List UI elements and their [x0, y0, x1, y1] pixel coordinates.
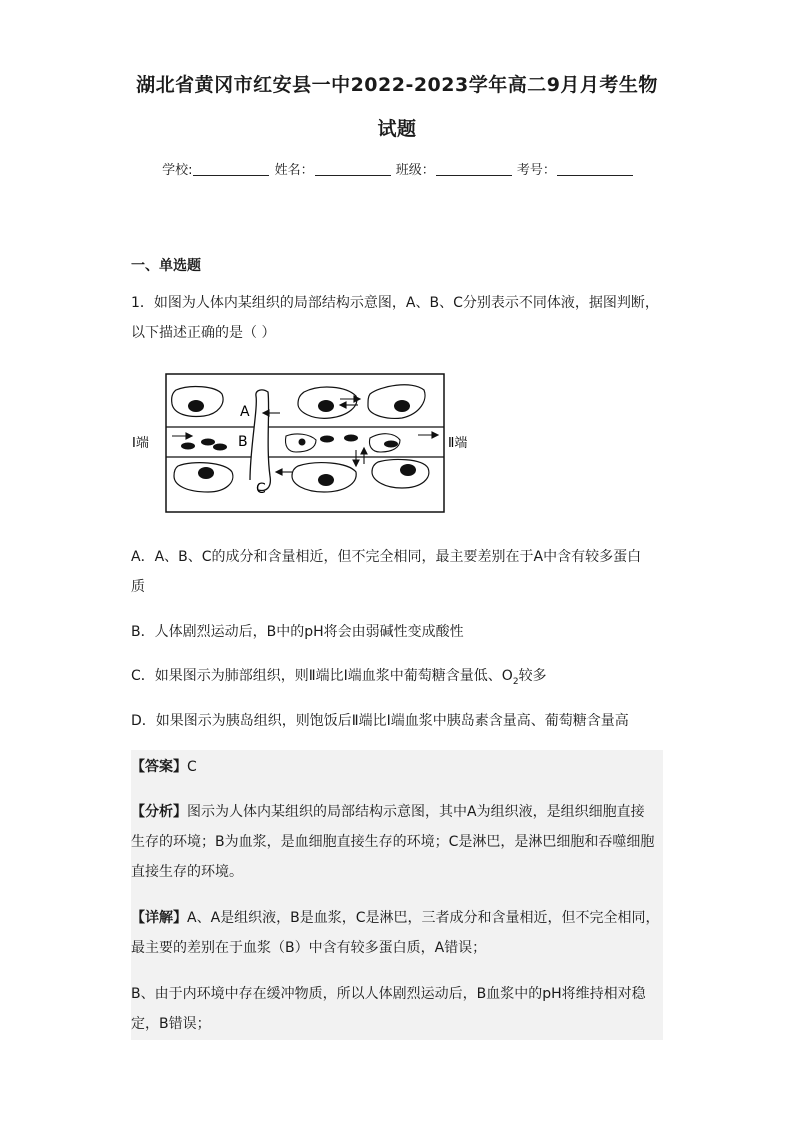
detail-line2: 最主要的差别在于血浆（B）中含有较多蛋白质，A错误； [131, 940, 487, 956]
cell-nucleus [394, 400, 410, 412]
tissue-cell [372, 460, 429, 488]
analysis-line2: 生存的环境；B为血浆，是血细胞直接生存的环境；C是淋巴，是淋巴细胞和吞噬细胞 [131, 834, 655, 850]
detail-text: A、A是组织液，B是血浆，C是淋巴，三者成分和含量相近，但不完全相同， [187, 910, 660, 926]
arrow-head-icon [354, 396, 360, 402]
option-c [131, 662, 663, 696]
tissue-diagram [130, 368, 490, 518]
right-end-label: Ⅱ端 [448, 436, 468, 451]
cell-nucleus [318, 400, 334, 412]
page-title: 湖北省黄冈市红安县一中2022-2023学年高二9月月考生物 [136, 74, 658, 96]
cell-nucleus [188, 400, 204, 412]
arrow-head-icon [432, 432, 438, 438]
blood-cell [384, 441, 398, 448]
arrow-head-icon [353, 460, 359, 466]
number-label: 考号： [516, 163, 556, 178]
answer-line [131, 753, 663, 781]
option-a-line2: 质 [131, 579, 145, 595]
arrow-head-icon [340, 402, 346, 408]
page-title-line2: 试题 [377, 118, 417, 140]
cell-nucleus [299, 439, 306, 446]
school-blank[interactable] [193, 161, 269, 176]
answer-value: C [187, 759, 197, 775]
option-c-suffix: 较多 [518, 668, 547, 684]
left-end-label: Ⅰ端 [132, 436, 149, 451]
analysis-line1 [131, 798, 663, 826]
label-a: A [240, 404, 250, 420]
blood-cell [344, 435, 358, 442]
detail-label: 【详解】 [131, 910, 187, 926]
detail-line3: B、由于内环境中存在缓冲物质，所以人体剧烈运动后，B血浆中的pH将维持相对稳 [131, 986, 646, 1002]
arrow-head-icon [276, 469, 282, 475]
school-label: 学校: [162, 163, 193, 178]
option-c-text: C．如果图示为肺部组织，则Ⅱ端比Ⅰ端血浆中葡萄糖含量低、O [131, 668, 513, 684]
tissue-cell [368, 385, 425, 419]
blood-cell [201, 439, 215, 446]
arrow-head-icon [186, 433, 192, 439]
class-label: 班级： [395, 163, 435, 178]
cell-nucleus [400, 464, 416, 476]
option-a-line1: A．A、B、C的成分和含量相近，但不完全相同，最主要差别在于A中含有较多蛋白 [131, 549, 642, 565]
class-blank[interactable] [436, 161, 512, 176]
cell-nucleus [198, 467, 214, 479]
option-d: D．如果图示为胰岛组织，则饱饭后Ⅱ端比Ⅰ端血浆中胰岛素含量高、葡萄糖含量高 [131, 713, 629, 729]
option-c-subscript: 2 [512, 676, 519, 687]
name-blank[interactable] [315, 161, 391, 176]
student-info-line [0, 159, 794, 178]
question-stem-line1: 1．如图为人体内某组织的局部结构示意图，A、B、C分别表示不同体液，据图判断， [131, 295, 659, 311]
analysis-text: 图示为人体内某组织的局部结构示意图，其中A为组织液，是组织细胞直接 [187, 804, 645, 820]
analysis-line3: 直接生存的环境。 [131, 864, 243, 880]
cell-nucleus [318, 474, 334, 486]
section-heading: 一、单选题 [131, 258, 201, 274]
analysis-label: 【分析】 [131, 804, 187, 820]
question-stem-line2: 以下描述正确的是（ ） [131, 325, 276, 341]
arrow-head-icon [361, 448, 367, 454]
lymph-vessel [250, 390, 270, 491]
blood-cell [181, 443, 195, 450]
label-c: C [256, 481, 266, 497]
answer-label: 【答案】 [131, 759, 187, 775]
number-blank[interactable] [557, 161, 633, 176]
option-b: B．人体剧烈运动后，B中的pH将会由弱碱性变成酸性 [131, 624, 464, 640]
blood-cell [213, 444, 227, 451]
blood-cell [320, 436, 334, 443]
name-label: 姓名： [274, 163, 314, 178]
detail-line4: 定，B错误； [131, 1016, 211, 1032]
label-b: B [238, 434, 248, 450]
detail-line1 [131, 904, 663, 932]
